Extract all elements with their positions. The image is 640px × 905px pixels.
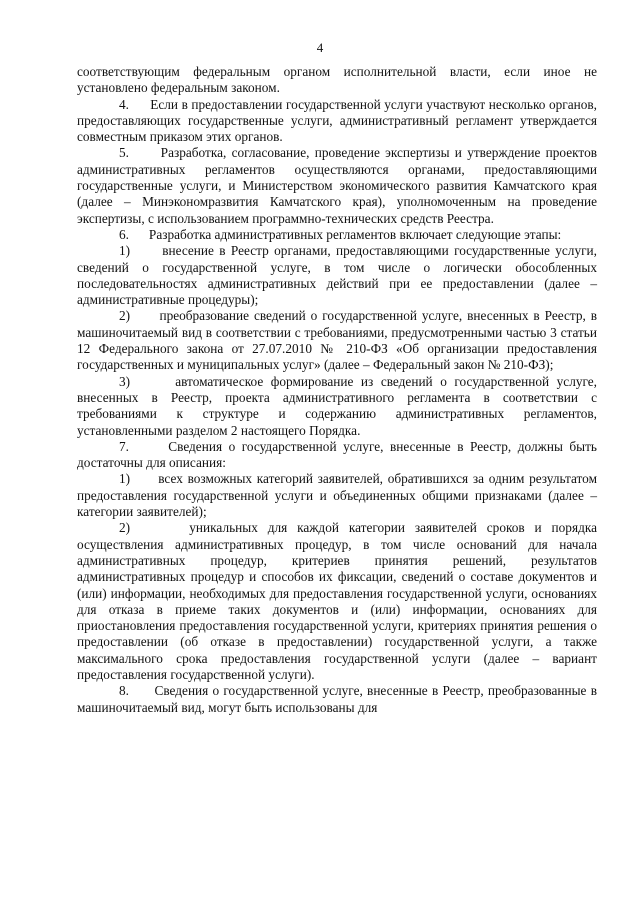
paragraph-7: 7. Сведения о государственной услуге, внесенные в Реестр, должны быть достаточны для описания: <box>77 438 597 471</box>
paragraph-continuation: соответствующим федеральным органом исполнительной власти, если иное не установлено федеральным законом. <box>77 64 597 96</box>
paragraph-6-item-3: 3) автоматическое формирование из сведений о государственной услуге, внесенных в Реестр, проекта административного регламента в соответствии с требованиями к структуре и содержанию административных регламентов, установленными разделом 2 настоящего Порядка. <box>77 373 597 438</box>
document-body <box>77 64 597 716</box>
paragraph-7-item-1: 1) всех возможных категорий заявителей, обратившихся за одним результатом предоставления государственной услуги и объединенных общими признаками (далее – категории заявителей); <box>77 471 597 520</box>
paragraph-5: 5. Разработка, согласование, проведение экспертизы и утверждение проектов административных регламентов осуществляются органами, предоставляющими государственные услуги, и Министерством экономического развития Камчатского края (далее – Минэкономразвития Камчатского края), уполномоченным на проведение экспертизы, с использованием программно-технических средств Реестра. <box>77 145 597 226</box>
paragraph-6-item-2: 2) преобразование сведений о государственной услуге, внесенных в Реестр, в машиночитаемый вид в соответствии с требованиями, предусмотренными частью 3 статьи 12 Федерального закона от 27.07.2010 № 210-ФЗ «Об организации предоставления государственных и муниципальных услуг» (далее – Федеральный закон № 210-ФЗ); <box>77 308 597 373</box>
paragraph-6-item-1: 1) внесение в Реестр органами, предоставляющими государственные услуги, сведений о государственной услуге, в том числе о логически обособленных последовательностях административных действий при ее предоставлении (далее – административные процедуры); <box>77 243 597 308</box>
paragraph-8: 8. Сведения о государственной услуге, внесенные в Реестр, преобразованные в машиночитаемый вид, могут быть использованы для <box>77 683 597 715</box>
paragraph-4: 4. Если в предоставлении государственной услуги участвуют несколько органов, предоставляющих государственные услуги, административный регламент утверждается совместным приказом этих органов. <box>77 96 597 145</box>
paragraph-7-item-2: 2) уникальных для каждой категории заявителей сроков и порядка осуществления административных процедур, в том числе оснований для начала административных процедур, критериев принятия решений, результатов административных процедур и способов их фиксации, сведений о составе документов и (или) информации, необходимых для предоставления государственной услуги, основаниях для отказа в приеме таких документов и (или) информации, основаниях для приостановления предоставления государственной услуги, критериях принятия решения о предоставлении (об отказе в предоставлении) государственной услуги, а также максимального срока предоставления государственной услуги (далее – вариант предоставления государственной услуги). <box>77 520 597 682</box>
paragraph-6: 6. Разработка административных регламентов включает следующие этапы: <box>119 226 562 242</box>
page-number: 4 <box>316 40 324 55</box>
